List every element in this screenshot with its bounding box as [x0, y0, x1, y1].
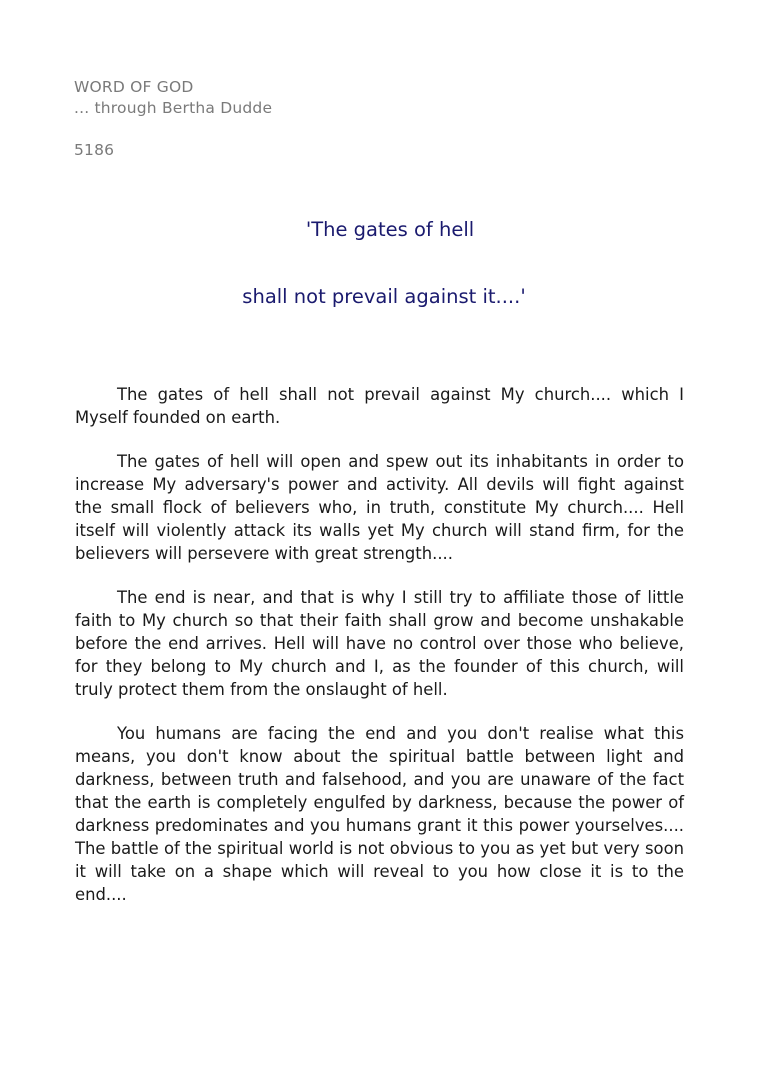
title-line-2: shall not prevail against it....': [242, 285, 526, 308]
publication-title: WORD OF GOD: [74, 78, 194, 96]
author-line: ... through Bertha Dudde: [74, 99, 273, 117]
document-body: [75, 383, 684, 927]
paragraph: The gates of hell will open and spew out its inhabitants in order to increase My adversary's power and activity. All devils will fight against the small flock of believers who, in truth, constitute My church.... Hell itself will violently attack its walls yet My church will stand firm, for the believers will persevere with great strength....: [75, 452, 684, 563]
paragraph: You humans are facing the end and you don't realise what this means, you don't know about the spiritual battle between light and darkness, between truth and falsehood, and you are unaware of the fact that the earth is completely engulfed by darkness, because the power of darkness predominates and you humans grant it this power yourselves.... The battle of the spiritual world is not obvious to you as yet but very soon it will take on a shape which will reveal to you how close it is to the end....: [75, 724, 684, 904]
paragraph: The end is near, and that is why I still try to affiliate those of little faith to My church so that their faith shall grow and become unshakable before the end arrives. Hell will have no control over those who believe, for they belong to My church and I, as the founder of this church, will truly protect them from the onslaught of hell.: [75, 588, 684, 699]
message-number: 5186: [74, 141, 115, 159]
title-line-1: 'The gates of hell: [305, 218, 475, 241]
document-header: [74, 77, 272, 161]
paragraph: The gates of hell shall not prevail against My church.... which I Myself founded on earth.: [75, 385, 684, 427]
